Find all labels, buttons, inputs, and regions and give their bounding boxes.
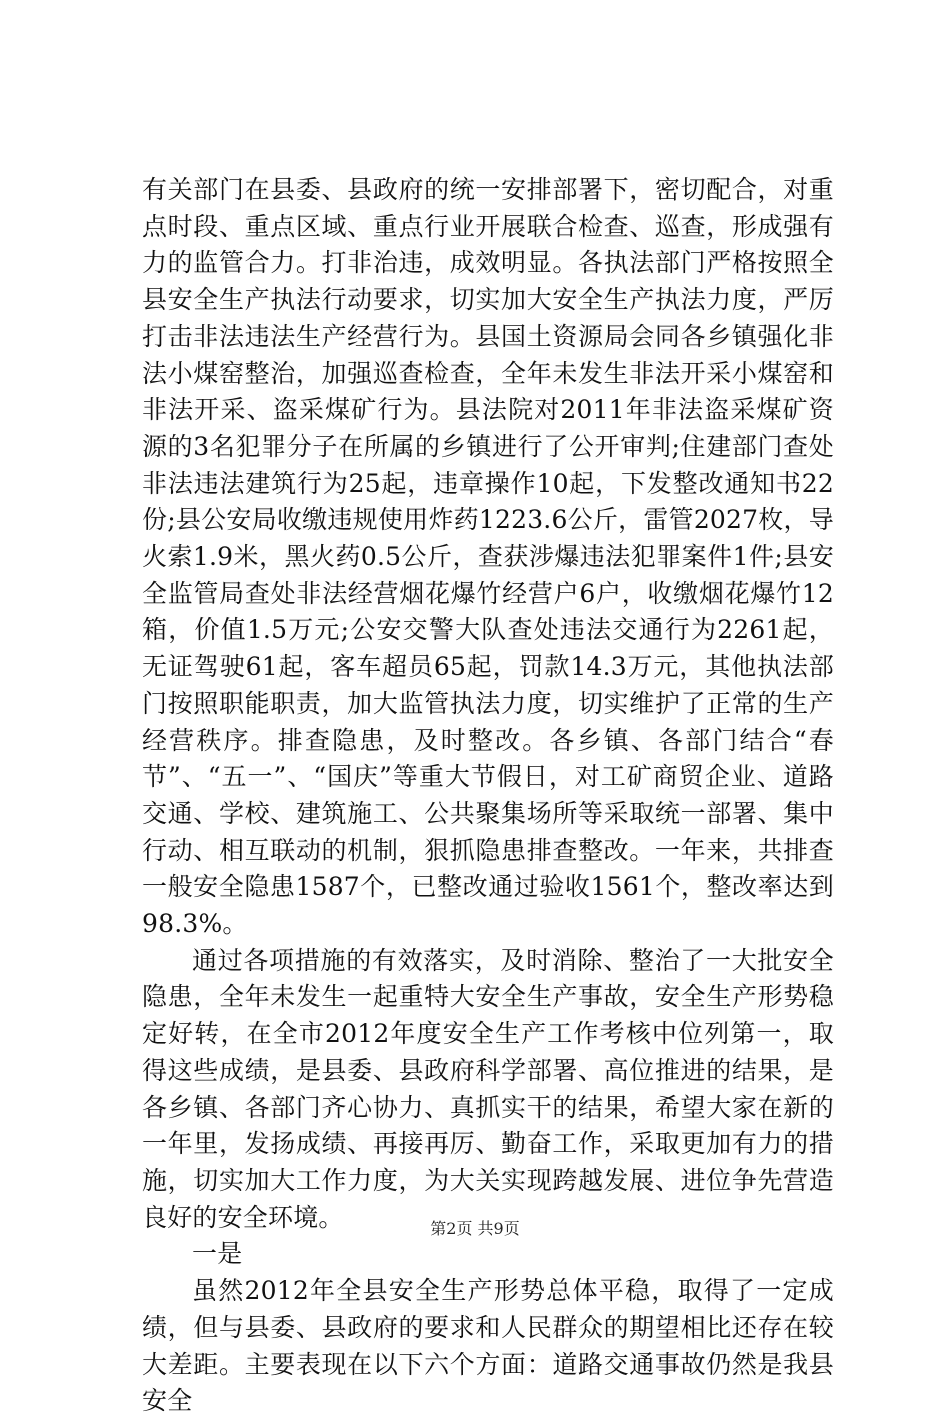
paragraph-4: 虽然2012年全县安全生产形势总体平稳，取得了一定成绩，但与县委、县政府的要求和人民群众的期望相比还存在较大差距。主要表现在以下六个方面：道路交通事故仍然是我县安全 [142,1276,834,1416]
paragraph-3: 一是 [192,1239,243,1269]
paragraph-2: 通过各项措施的有效落实，及时消除、整治了一大批安全隐患，全年未发生一起重特大安全生产事故，安全生产形势稳定好转，在全市2012年度安全生产工作考核中位列第一，取得这些成绩，是县委、县政府科学部署、高位推进的结果，是各乡镇、各部门齐心协力、真抓实干的结果，希望大家在新的一年里，发扬成绩、再接再厉、勤奋工作，采取更加有力的措施，切实加大工作力度，为大关实现跨越发展、进位争先营造良好的安全环境。 [142,945,834,1232]
paragraph-1: 有关部门在县委、县政府的统一安排部署下，密切配合，对重点时段、重点区域、重点行业开展联合检查、巡查，形成强有力的监管合力。打非治违，成效明显。各执法部门严格按照全县安全生产执法行动要求，切实加大安全生产执法力度，严厉打击非法违法生产经营行为。县国土资源局会同各乡镇强化非法小煤窑整治，加强巡查检查，全年未发生非法开采小煤窑和非法开采、盗采煤矿行为。县法院对2011年非法盗采煤矿资源的3名犯罪分子在所属的乡镇进行了公开审判;住建部门查处非法违法建筑行为25起，违章操作10起，下发整改通知书22份;县公安局收缴违规使用炸药1223.6公斤，雷管2027枚，导火索1.9米，黑火药0.5公斤，查获涉爆违法犯罪案件1件;县安全监管局查处非法经营烟花爆竹经营户6户，收缴烟花爆竹12箱，价值1.5万元;公安交警大队查处违法交通行为2261起，无证驾驶61起，客车超员65起，罚款14.3万元，其他执法部门按照职能职责，加大监管执法力度，切实维护了正常的生产经营秩序。排查隐患，及时整改。各乡镇、各部门结合“春节”、“五一”、“国庆”等重大节假日，对工矿商贸企业、道路交通、学校、建筑施工、公共聚集场所等采取统一部署、集中行动、相互联动的机制，狠抓隐患排查整改。一年来，共排查一般安全隐患1587个，已整改通过验收1561个，整改率达到98.3%。 [142,175,834,939]
page-footer: 第2页 共9页 [430,1219,520,1238]
